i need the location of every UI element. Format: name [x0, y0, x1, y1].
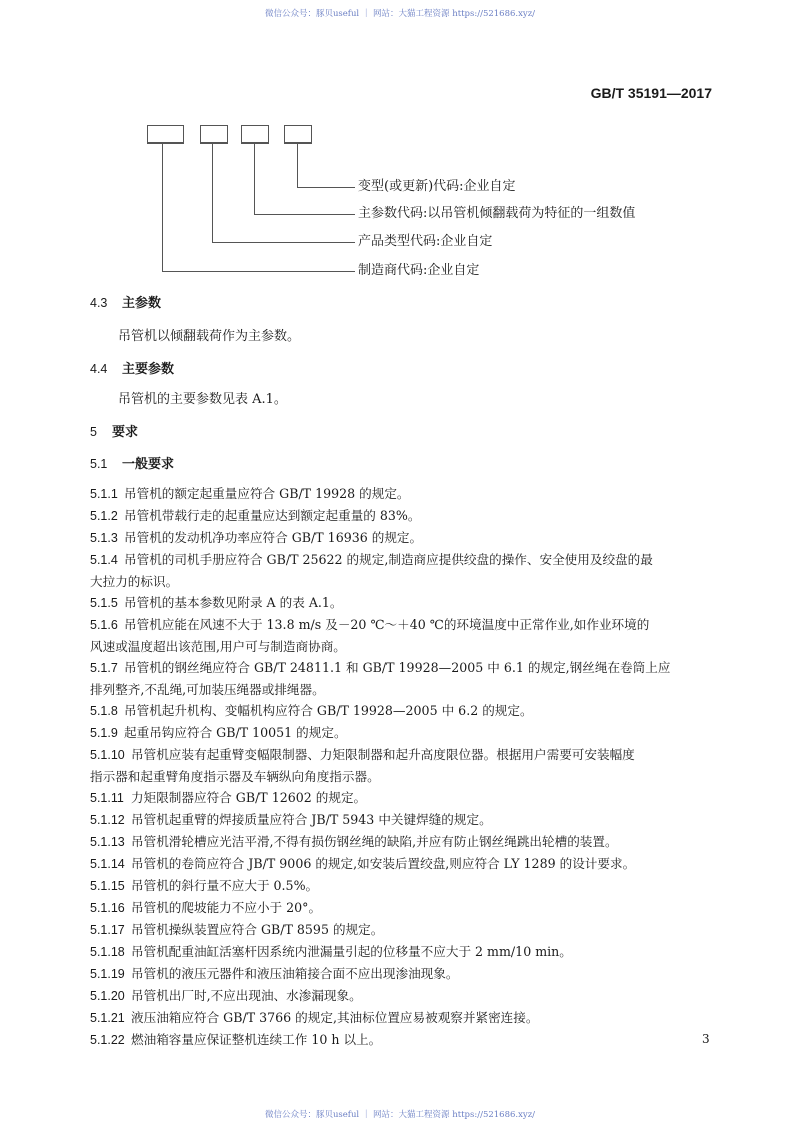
- clause-number: 5.1.16: [90, 901, 125, 915]
- clause: [90, 919, 714, 941]
- clause-number: 5.1.14: [90, 857, 125, 871]
- clause-text: 吊管机的爬坡能力不应小于 20°。: [131, 900, 322, 915]
- clause: [90, 963, 714, 985]
- clause-number: 5.1.9: [90, 726, 118, 740]
- clause: [90, 505, 714, 527]
- clause-number: 5.1.19: [90, 967, 125, 981]
- leader-line: [162, 271, 355, 272]
- page-number: 3: [702, 1032, 710, 1046]
- standard-number: GB/T 35191—2017: [590, 85, 712, 101]
- clause: [90, 1029, 714, 1051]
- clause-text: 吊管机带载行走的起重量应达到额定起重量的 83%。: [124, 508, 421, 523]
- clause-text: 吊管机滑轮槽应光洁平滑,不得有损伤钢丝绳的缺陷,并应有防止钢丝绳跳出轮槽的装置。: [131, 834, 618, 849]
- clause-text: 吊管机的发动机净功率应符合 GB/T 16936 的规定。: [124, 530, 423, 545]
- clause-text: 吊管机的司机手册应符合 GB/T 25622 的规定,制造商应提供绞盘的操作、安全使用及绞盘的最: [124, 552, 653, 567]
- clause-number: 5.1.21: [90, 1011, 125, 1025]
- code-box-main-param: [241, 125, 269, 144]
- clause-number: 5.1.1: [90, 487, 118, 501]
- clause: [90, 527, 714, 549]
- clause-text: 吊管机的卷筒应符合 JB/T 9006 的规定,如安装后置绞盘,则应符合 LY 1289 的设计要求。: [131, 856, 636, 871]
- clause: [90, 809, 714, 831]
- section-number: 5.1: [90, 457, 108, 471]
- heading-5-1: [90, 453, 174, 472]
- leader-line: [254, 143, 255, 214]
- code-box-variant: [284, 125, 312, 144]
- clause-number: 5.1.5: [90, 596, 118, 610]
- clause-number: 5.1.2: [90, 509, 118, 523]
- clause-text: 吊管机应装有起重臂变幅限制器、力矩限制器和起升高度限位器。根据用户需要可安装幅度: [131, 747, 635, 762]
- clause: [90, 722, 714, 744]
- code-box-manufacturer: [147, 125, 184, 144]
- clause-text: 吊管机出厂时,不应出现油、水渗漏现象。: [131, 988, 362, 1003]
- clause-number: 5.1.15: [90, 879, 125, 893]
- clause: [90, 787, 714, 809]
- clause-number: 5.1.11: [90, 791, 124, 805]
- clause-text: 吊管机配重油缸活塞杆因系统内泄漏量引起的位移量不应大于 2 mm/10 min。: [131, 944, 572, 959]
- clause-text: 力矩限制器应符合 GB/T 12602 的规定。: [131, 790, 367, 805]
- clause-number: 5.1.7: [90, 661, 118, 675]
- leader-line: [297, 143, 298, 187]
- leader-line: [212, 242, 355, 243]
- clause-text: 吊管机的斜行量不应大于 0.5%。: [131, 878, 319, 893]
- clause-number: 5.1.6: [90, 618, 118, 632]
- watermark-top: 微信公众号：豚贝useful ｜ 网站：大猫工程资源 https://521686.xyz/: [264, 9, 536, 19]
- heading-4-4: [90, 358, 174, 377]
- section-title: 主参数: [122, 296, 162, 311]
- clause-number: 5.1.22: [90, 1033, 125, 1047]
- section-title: 要求: [112, 425, 139, 440]
- clause: [90, 592, 714, 614]
- clause-text: 吊管机的基本参数见附录 A 的表 A.1。: [124, 595, 343, 610]
- clause: [90, 1007, 714, 1029]
- paragraph: 吊管机以倾翻载荷作为主参数。: [118, 329, 301, 344]
- clause-continuation: 排列整齐,不乱绳,可加装压绳器或排绳器。: [90, 682, 325, 697]
- clause-text: 吊管机起升机构、变幅机构应符合 GB/T 19928—2005 中 6.2 的规定。: [124, 703, 533, 718]
- clause: [90, 941, 714, 963]
- leader-line: [297, 187, 355, 188]
- diagram-label: 变型(或更新)代码:企业自定: [358, 179, 516, 194]
- clause-number: 5.1.17: [90, 923, 125, 937]
- leader-line: [254, 214, 355, 215]
- clause-number: 5.1.20: [90, 989, 125, 1003]
- clause-text: 吊管机操纵装置应符合 GB/T 8595 的规定。: [131, 922, 384, 937]
- clause: [90, 549, 714, 571]
- clause-text: 燃油箱容量应保证整机连续工作 10 h 以上。: [131, 1032, 382, 1047]
- code-box-product-type: [200, 125, 228, 144]
- clause-continuation: 大拉力的标识。: [90, 574, 179, 589]
- clause-continuation: 风速或温度超出该范围,用户可与制造商协商。: [90, 639, 346, 654]
- heading-4-3: [90, 292, 161, 311]
- leader-line: [212, 143, 213, 242]
- clause: [90, 831, 714, 853]
- clause-number: 5.1.10: [90, 748, 125, 762]
- clause-text: 液压油箱应符合 GB/T 3766 的规定,其油标位置应易被观察并紧密连接。: [131, 1010, 539, 1025]
- clause-number: 5.1.3: [90, 531, 118, 545]
- section-number: 5: [90, 425, 97, 439]
- clause-text: 吊管机的钢丝绳应符合 GB/T 24811.1 和 GB/T 19928—2005 中 6.1 的规定,钢丝绳在卷筒上应: [124, 660, 671, 675]
- clause-text: 吊管机的额定起重量应符合 GB/T 19928 的规定。: [124, 486, 410, 501]
- clause-text: 起重吊钩应符合 GB/T 10051 的规定。: [124, 725, 347, 740]
- clause-text: 吊管机应能在风速不大于 13.8 m/s 及－20 ℃～＋40 ℃的环境温度中正常作业,如作业环境的: [124, 617, 650, 632]
- leader-line: [162, 143, 163, 271]
- watermark-bottom: 微信公众号：豚贝useful ｜ 网站：大猫工程资源 https://521686.xyz/: [264, 1110, 536, 1120]
- clause: [90, 657, 714, 679]
- heading-5: [90, 421, 138, 440]
- clause: [90, 853, 714, 875]
- section-title: 一般要求: [122, 457, 175, 472]
- clause-text: 吊管机起重臂的焊接质量应符合 JB/T 5943 中关键焊缝的规定。: [131, 812, 492, 827]
- clause: [90, 875, 714, 897]
- paragraph: 吊管机的主要参数见表 A.1。: [118, 392, 287, 407]
- clause: [90, 483, 714, 505]
- clause-number: 5.1.13: [90, 835, 125, 849]
- clause-number: 5.1.18: [90, 945, 125, 959]
- section-title: 主要参数: [122, 362, 175, 377]
- clause: [90, 985, 714, 1007]
- diagram-label: 主参数代码:以吊管机倾翻载荷为特征的一组数值: [358, 206, 636, 221]
- clause-number: 5.1.8: [90, 704, 118, 718]
- clause: [90, 700, 714, 722]
- section-number: 4.4: [90, 362, 108, 376]
- clause-text: 吊管机的液压元器件和液压油箱接合面不应出现渗油现象。: [131, 966, 459, 981]
- diagram-label: 制造商代码:企业自定: [358, 263, 480, 278]
- clause-continuation: 指示器和起重臂角度指示器及车辆纵向角度指示器。: [90, 769, 380, 784]
- section-number: 4.3: [90, 296, 108, 310]
- clause: [90, 897, 714, 919]
- clause-number: 5.1.4: [90, 553, 118, 567]
- clause: [90, 614, 714, 636]
- diagram-label: 产品类型代码:企业自定: [358, 234, 493, 249]
- clause: [90, 744, 714, 766]
- clause-number: 5.1.12: [90, 813, 125, 827]
- clause-list: [90, 483, 714, 1051]
